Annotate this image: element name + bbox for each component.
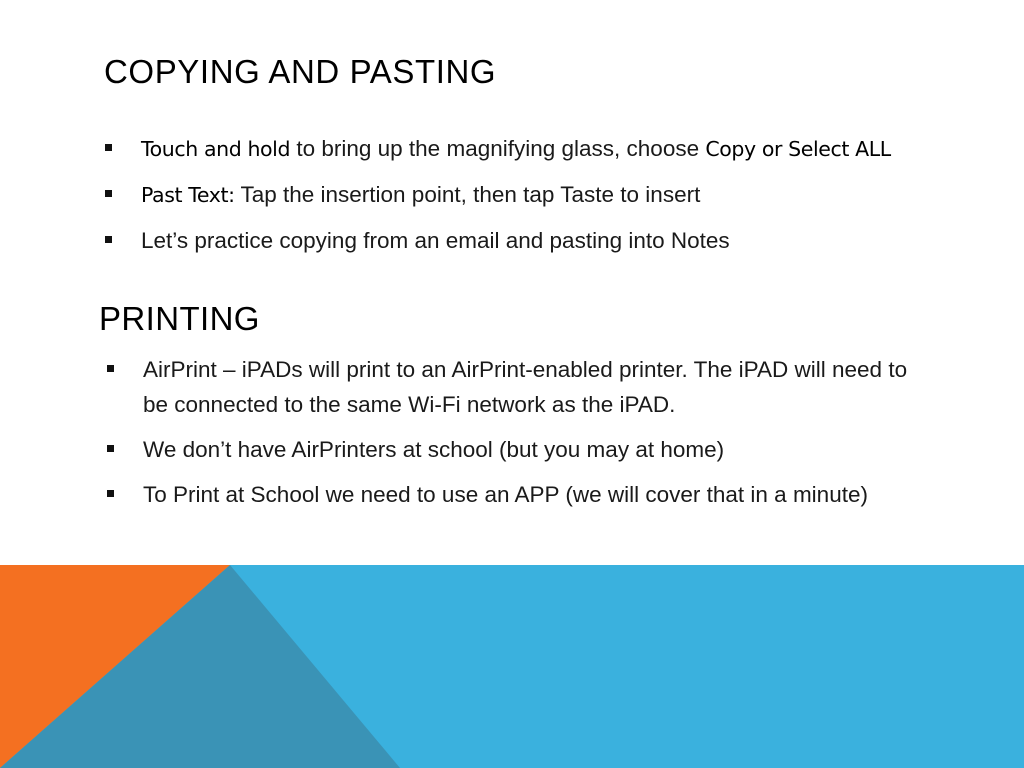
bullet-past-text <box>104 177 934 213</box>
bullet-practice <box>104 223 934 258</box>
square-bullet-icon <box>107 445 114 452</box>
bullet-touch-and-hold <box>104 131 934 167</box>
emphasis-text: Past Text: <box>141 183 235 207</box>
section-heading-copying: COPYING AND PASTING <box>104 53 497 90</box>
footer-decoration <box>0 565 1024 768</box>
bullet-text: Let’s practice copying from an email and pasting into Notes <box>141 228 730 253</box>
bullet-airprint <box>106 352 936 422</box>
section-heading-printing: PRINTING <box>99 300 260 337</box>
square-bullet-icon <box>107 490 114 497</box>
bullet-list-printing <box>106 352 936 522</box>
square-bullet-icon <box>105 190 112 197</box>
square-bullet-icon <box>105 236 112 243</box>
bullet-text: to bring up the magnifying glass, choose <box>290 136 706 161</box>
bullet-no-airprinters <box>106 432 936 467</box>
emphasis-text: Touch and hold <box>141 137 291 161</box>
bullet-text: Tap the insertion point, then tap Taste to insert <box>234 182 701 207</box>
bullet-list-copying <box>104 131 934 268</box>
bullet-text: To Print at School we need to use an APP (we will cover that in a minute) <box>143 482 868 507</box>
bullet-print-at-school <box>106 477 936 512</box>
bullet-text: AirPrint – iPADs will print to an AirPrint-enabled printer. The iPAD will need to be connected to the same Wi-Fi network as the iPAD. <box>143 357 908 417</box>
square-bullet-icon <box>107 365 114 372</box>
square-bullet-icon <box>105 144 112 151</box>
emphasis-text: Copy or Select ALL <box>705 137 891 161</box>
bullet-text: We don’t have AirPrinters at school (but you may at home) <box>143 437 725 462</box>
